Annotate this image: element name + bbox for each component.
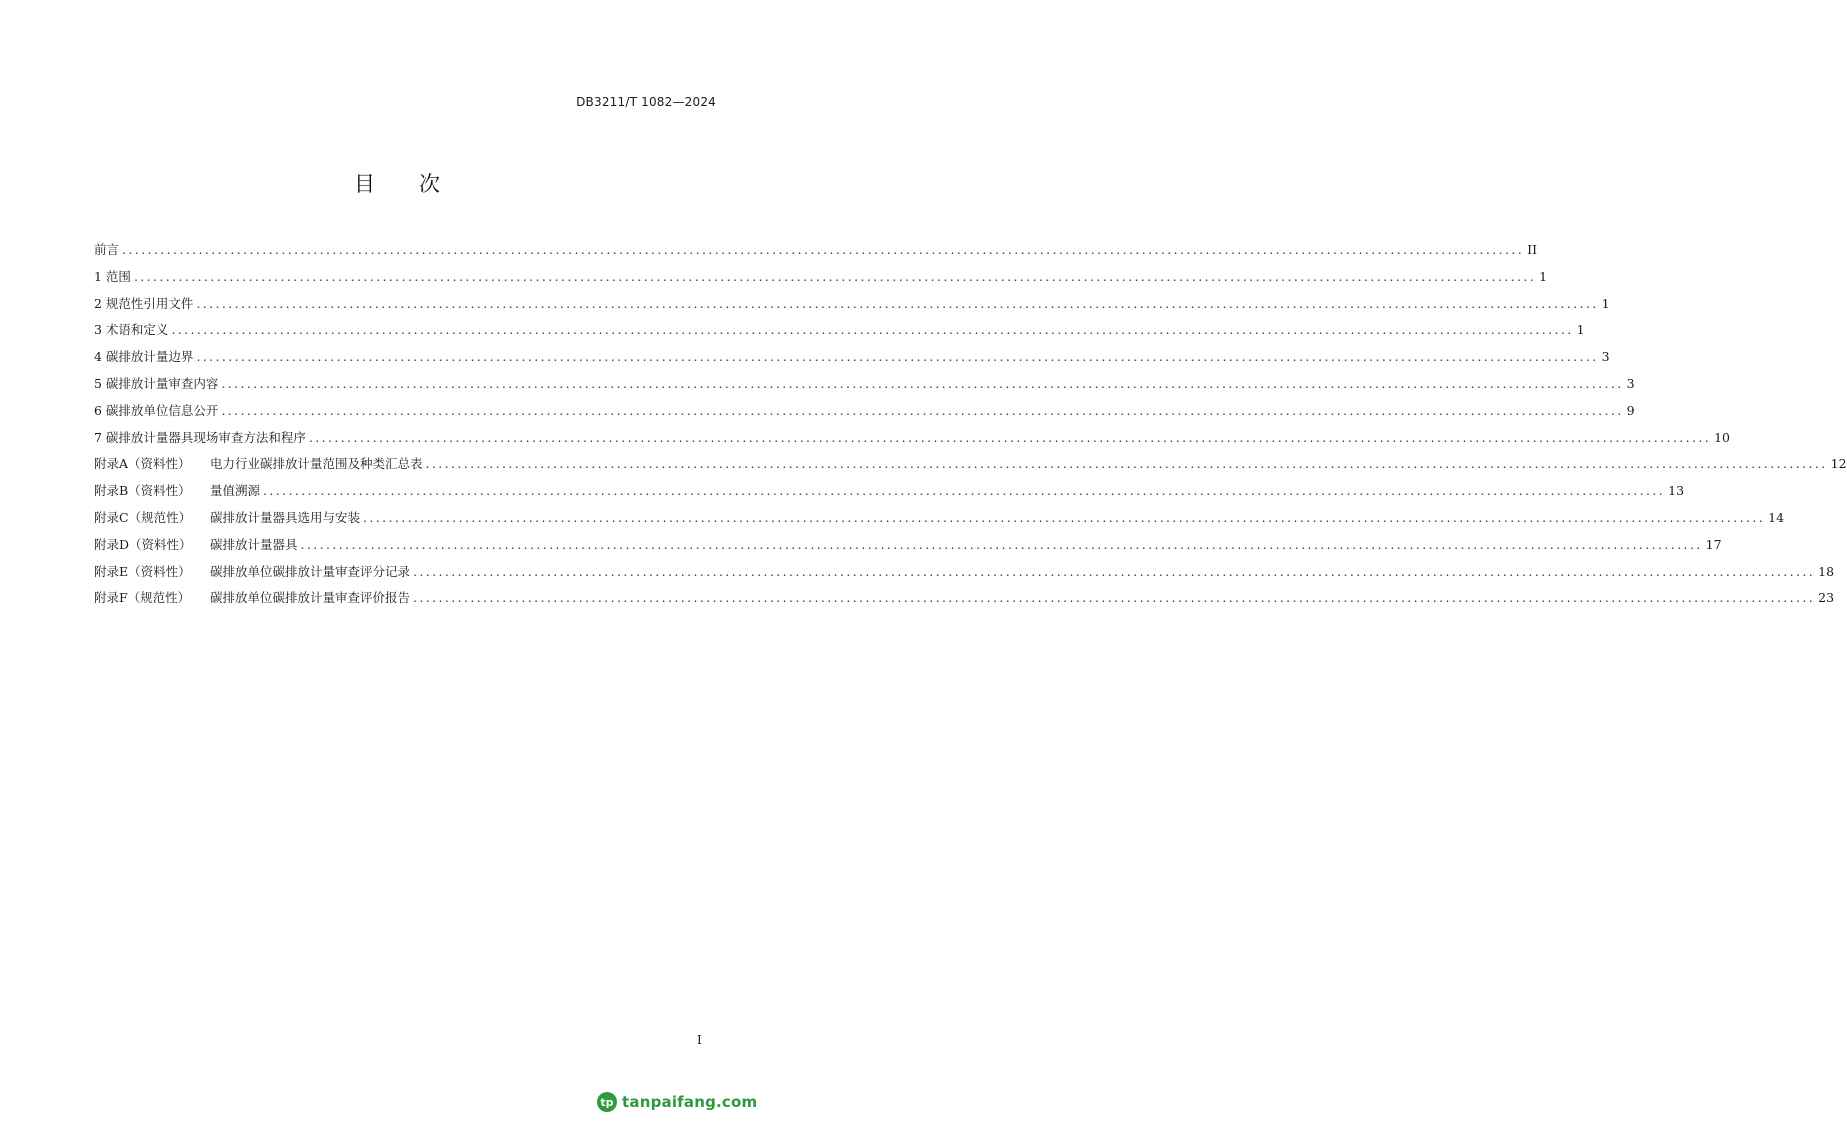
toc-entry[interactable] [94,429,1730,456]
toc-leader-dots: ............................................................................................................................................................................................................................ [221,375,1624,391]
toc-entry-page: 14 [1768,509,1785,525]
toc-entry-label [94,402,218,420]
toc-entry[interactable] [94,295,1610,322]
toc-leader-dots: ............................................................................................................................................................................................................................ [300,536,1703,552]
toc-entry[interactable] [94,509,1785,536]
toc-leader-dots: ............................................................................................................................................................................................................................ [133,268,1537,284]
toc-entry-title: 6 碳排放单位信息公开 [94,402,219,418]
toc-entry-label [94,429,306,447]
toc-leader-dots: ............................................................................................................................................................................................................................ [196,295,1599,311]
tanpaifang-logo-icon: tp [597,1092,617,1112]
toc-entry-title: 量值溯源 [210,483,261,499]
toc-entry-page: 18 [1818,563,1835,579]
toc-appendix-tag: 附录C（规范性） [94,509,192,525]
toc-leader-dots: ............................................................................................................................................................................................................................ [425,456,1828,472]
toc-entry-page: 13 [1668,483,1685,499]
toc-entry-label [94,536,298,554]
toc-entry-title: 7 碳排放计量器具现场审查方法和程序 [94,429,306,445]
toc-entry[interactable] [94,268,1548,295]
toc-entry-title: 2 规范性引用文件 [94,295,194,311]
toc-entry-page: 23 [1818,590,1835,606]
toc-entry[interactable] [94,589,1835,616]
toc-entry-label [94,375,218,393]
toc-entry[interactable] [94,241,1538,268]
page-title: 目次 [354,172,484,196]
toc-entry-page: II [1527,242,1538,257]
watermark [597,1092,757,1112]
toc-entry[interactable] [94,455,1847,482]
toc-appendix-tag: 附录A（资料性） [94,456,191,472]
toc-entry-title: 碳排放计量器具 [210,536,298,552]
toc-entry-label [94,321,168,339]
toc-entry[interactable] [94,563,1835,590]
toc-leader-dots: ............................................................................................................................................................................................................................ [221,402,1624,418]
toc-entry-title: 碳排放计量器具选用与安装 [210,509,361,525]
toc-entry-label [94,563,410,581]
toc-entry-page: 17 [1705,536,1722,552]
toc-entry-page: 9 [1626,402,1635,418]
toc-entry-title: 1 范围 [94,268,131,284]
toc-entry[interactable] [94,402,1635,429]
toc-entry-title: 碳排放单位碳排放计量审查评价报告 [210,590,411,606]
toc-entry-page: 1 [1576,322,1585,338]
toc-entry-title: 5 碳排放计量审查内容 [94,375,219,391]
page-number: I [697,1033,702,1047]
toc-entry-label [94,268,131,286]
table-of-contents [94,241,1847,616]
toc-leader-dots: ............................................................................................................................................................................................................................ [308,429,1712,445]
toc-entry[interactable] [94,321,1585,348]
toc-entry-label [94,509,360,527]
toc-leader-dots: ............................................................................................................................................................................................................................ [413,563,1816,579]
toc-entry[interactable] [94,536,1722,563]
toc-entry-page: 3 [1626,375,1635,391]
toc-leader-dots: ............................................................................................................................................................................................................................ [122,242,1525,257]
toc-leader-dots: ............................................................................................................................................................................................................................ [263,483,1666,499]
toc-entry-label [94,482,260,500]
toc-entry[interactable] [94,375,1635,402]
toc-leader-dots: ............................................................................................................................................................................................................................ [171,322,1574,338]
toc-entry-title: 前言 [94,242,120,257]
toc-entry-label [94,455,423,473]
toc-entry-page: 12 [1830,456,1847,472]
toc-entry[interactable] [94,482,1685,509]
toc-entry[interactable] [94,348,1610,375]
toc-entry-page: 3 [1601,349,1610,365]
toc-leader-dots: ............................................................................................................................................................................................................................ [363,509,1766,525]
toc-entry-page: 1 [1601,295,1610,311]
toc-entry-label [94,348,193,366]
toc-entry-title: 碳排放单位碳排放计量审查评分记录 [210,563,411,579]
toc-entry-label [94,589,410,607]
toc-appendix-tag: 附录B（资料性） [94,483,191,499]
toc-entry-title: 4 碳排放计量边界 [94,349,194,365]
toc-appendix-tag: 附录D（资料性） [94,536,192,552]
toc-entry-title: 电力行业碳排放计量范围及种类汇总表 [210,456,423,472]
toc-appendix-tag: 附录E（资料性） [94,563,191,579]
toc-entry-title: 3 术语和定义 [94,322,169,338]
toc-appendix-tag: 附录F（规范性） [94,590,191,606]
document-code: DB3211/T 1082—2024 [576,95,716,109]
toc-entry-label [94,295,193,313]
toc-entry-page: 1 [1539,268,1548,284]
watermark-site: tanpaifang.com [622,1093,758,1111]
toc-leader-dots: ............................................................................................................................................................................................................................ [196,349,1599,365]
toc-leader-dots: ............................................................................................................................................................................................................................ [413,590,1816,606]
toc-entry-page: 10 [1714,429,1730,445]
toc-entry-label [94,241,119,259]
